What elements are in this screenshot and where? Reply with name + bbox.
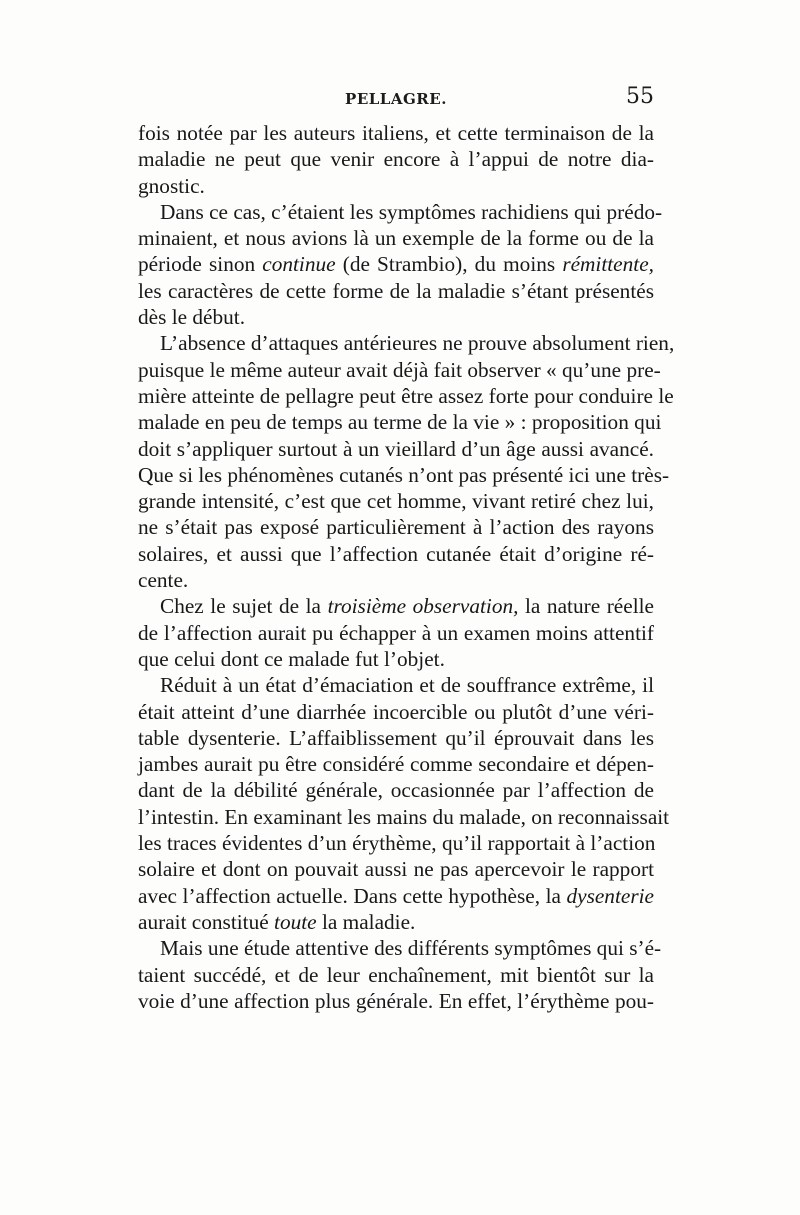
text-line [138, 699, 654, 725]
text-line [138, 593, 654, 619]
text-segment: période sinon [138, 252, 263, 277]
text-segment: de l’affection aurait pu échapper à un examen moins attentif [138, 620, 654, 645]
text-line [138, 672, 654, 698]
text-line [138, 225, 654, 251]
text-line [138, 357, 661, 383]
text-segment: avec l’affection actuelle. Dans cette hypothèse, la [138, 883, 567, 908]
text-line [138, 751, 654, 777]
text-segment: solaire et dont on pouvait aussi ne pas apercevoir le rapport [138, 857, 654, 882]
text-segment: maladie ne peut que venir encore à l’appui de notre dia- [138, 147, 654, 172]
text-line [138, 567, 654, 593]
text-segment: dant de la débilité générale, occasionnée par l’affection de [138, 778, 654, 803]
text-segment: fois notée par les auteurs italiens, et cette terminaison de la [138, 121, 654, 145]
text-line [138, 725, 654, 751]
text-line [138, 304, 654, 330]
text-line [138, 804, 670, 830]
text-segment: table dysenterie. L’affaiblissement qu’il éprouvait dans les [138, 725, 654, 750]
text-segment: était atteint d’une diarrhée incoercible ou plutôt d’une véri- [138, 699, 654, 724]
text-line [138, 514, 654, 540]
text-line [138, 777, 654, 803]
text-segment: aurait constitué [138, 909, 275, 934]
text-segment: (de Strambio), du moins [335, 252, 563, 277]
text-line [138, 488, 654, 514]
text-line [138, 146, 654, 172]
text-line [138, 646, 654, 672]
italic-text: continue [262, 252, 336, 277]
text-segment: mière atteinte de pellagre peut être assez forte pour conduire le [138, 383, 674, 408]
text-line [138, 436, 654, 462]
text-segment: jambes aurait pu être considéré comme secondaire et dépen- [138, 752, 654, 777]
page-header [138, 84, 654, 114]
text-segment: Dans ce cas, c’étaient les symptômes rachidiens qui prédo- [160, 199, 663, 224]
text-line [138, 909, 654, 935]
text-line [138, 883, 654, 909]
text-line [138, 988, 654, 1014]
text-line [138, 251, 654, 277]
text-line [138, 830, 654, 856]
italic-text: toute [274, 909, 317, 934]
text-segment: L’absence d’attaques antérieures ne prouve absolument rien, [160, 331, 675, 356]
text-line [138, 383, 674, 409]
text-line [138, 409, 662, 435]
text-line [138, 462, 670, 488]
text-segment: Que si les phénomènes cutanés n’ont pas présenté ici une très- [138, 462, 670, 487]
text-segment: doit s’appliquer surtout à un vieillard d’un âge aussi avancé. [138, 436, 654, 461]
text-segment: Réduit à un état d’émaciation et de souffrance extrême, il [160, 673, 654, 698]
running-title: PELLAGRE. [345, 90, 447, 108]
text-segment: ne s’était pas exposé particulièrement à l’action des rayons [138, 515, 654, 540]
text-segment: l’intestin. En examinant les mains du malade, on reconnaissait [138, 804, 670, 829]
text-segment: la nature réelle [518, 594, 654, 619]
text-segment: cente. [138, 568, 189, 593]
text-segment: taient succédé, et de leur enchaînement, mit bientôt sur la [138, 962, 654, 987]
italic-text: rémittente, [562, 252, 654, 277]
text-line [138, 120, 654, 146]
text-segment: la maladie. [316, 909, 416, 934]
text-segment: Chez le sujet de la [160, 594, 328, 619]
text-line [138, 278, 654, 304]
text-segment: puisque le même auteur avait déjà fait observer « qu’une pre- [138, 357, 661, 382]
text-segment: que celui dont ce malade fut l’objet. [138, 646, 445, 671]
text-line [138, 541, 654, 567]
text-line [138, 199, 663, 225]
page-number: 55 [626, 84, 654, 109]
text-line [138, 856, 654, 882]
text-segment: Mais une étude attentive des différents symptômes qui s’é- [160, 936, 662, 961]
text-segment: malade en peu de temps au terme de la vie » : proposition qui [138, 410, 662, 435]
text-line [138, 935, 662, 961]
text-segment: minaient, et nous avions là un exemple de la forme ou de la [138, 226, 654, 251]
text-segment: voie d’une affection plus générale. En effet, l’érythème pou- [138, 988, 654, 1013]
text-line [138, 962, 654, 988]
text-segment: grande intensité, c’est que cet homme, vivant retiré chez lui, [138, 489, 654, 514]
text-line [138, 330, 675, 356]
text-line [138, 620, 654, 646]
text-segment: les traces évidentes d’un érythème, qu’il rapportait à l’action [138, 831, 656, 856]
italic-text: troisième observation, [327, 594, 519, 619]
text-segment: gnostic. [138, 173, 205, 198]
body-text [138, 120, 675, 1014]
italic-text: dysenterie [566, 883, 654, 908]
text-segment: dès le début. [138, 305, 246, 330]
text-line [138, 173, 654, 199]
text-segment: solaires, et aussi que l’affection cutanée était d’origine ré- [138, 541, 654, 566]
text-segment: les caractères de cette forme de la maladie s’étant présentés [138, 278, 654, 303]
